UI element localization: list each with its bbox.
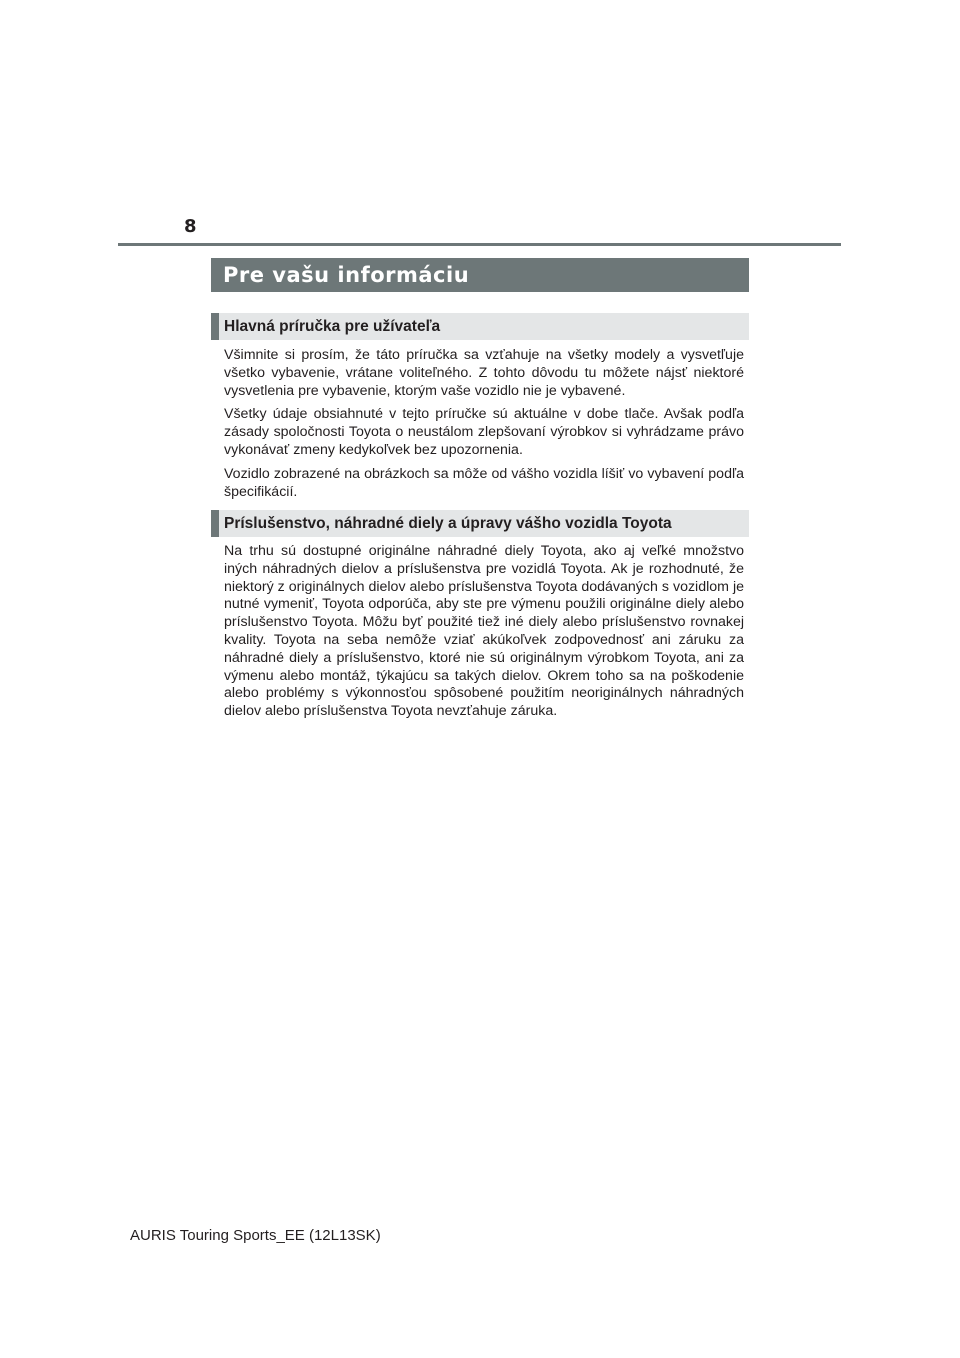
- section-heading-accent: [211, 313, 219, 340]
- footer-model-code: AURIS Touring Sports_EE (12L13SK): [130, 1227, 381, 1244]
- section-heading-user-guide: Hlavná príručka pre užívateľa: [224, 317, 441, 335]
- section-body-accessories: [224, 543, 744, 727]
- paragraph: Všimnite si prosím, že táto príručka sa vzťahuje na všetky modely a vysvetľuje všetko vybavenie, vrátane voliteľného. Z tohto dôvodu tu môžete nájsť niektoré vysvetlenia pre vybavenie, ktorým vaše vozidlo nie je vybavené.: [224, 347, 744, 399]
- section-heading-bar-accessories: [211, 510, 749, 537]
- section-body-user-guide: [224, 347, 744, 507]
- header-rule: [118, 243, 841, 246]
- paragraph: Na trhu sú dostupné originálne náhradné diely Toyota, ako aj veľké množstvo iných náhradných dielov a príslušenstva pre vozidlá Toyota. Ak je rozhodnuté, že niektorý z originálnych dielov alebo príslušenstva Toyota dodávaných s vozidlom je nutné vymeniť, Toyota odporúča, aby ste pre výmenu použili originálne diely alebo príslušenstvo Toyota. Môžu byť použité tiež iné diely alebo príslušenstvo rovnakej kvality. Toyota na seba nemôže vziať akúkoľvek zodpovednosť ani záruku za náhradné diely a príslušenstvo, ktoré nie sú originálnym výrobkom Toyota, ani za výmenu alebo montáž, týkajúcu sa takých dielov. Okrem toho sa na poškodenie alebo problémy s výkonnosťou spôsobené použitím neoriginálnych náhradných dielov alebo príslušenstva Toyota nevzťahuje záruka.: [224, 543, 744, 720]
- section-heading-accent: [211, 510, 219, 537]
- page-title: Pre vašu informáciu: [223, 263, 470, 287]
- paragraph: Vozidlo zobrazené na obrázkoch sa môže od vášho vozidla líšiť vo vybavení podľa špecifikácií.: [224, 465, 744, 500]
- page-number: 8: [184, 216, 197, 237]
- section-heading-bar-user-guide: [211, 313, 749, 340]
- page-title-bar: [211, 258, 749, 292]
- section-heading-accessories: Príslušenstvo, náhradné diely a úpravy vášho vozidla Toyota: [224, 514, 672, 532]
- paragraph: Všetky údaje obsiahnuté v tejto príručke sú aktuálne v dobe tlače. Avšak podľa zásady spoločnosti Toyota o neustálom zlepšovaní výrobkov si vyhrádzame právo vykonávať zmeny kedykoľvek bez upozornenia.: [224, 406, 744, 458]
